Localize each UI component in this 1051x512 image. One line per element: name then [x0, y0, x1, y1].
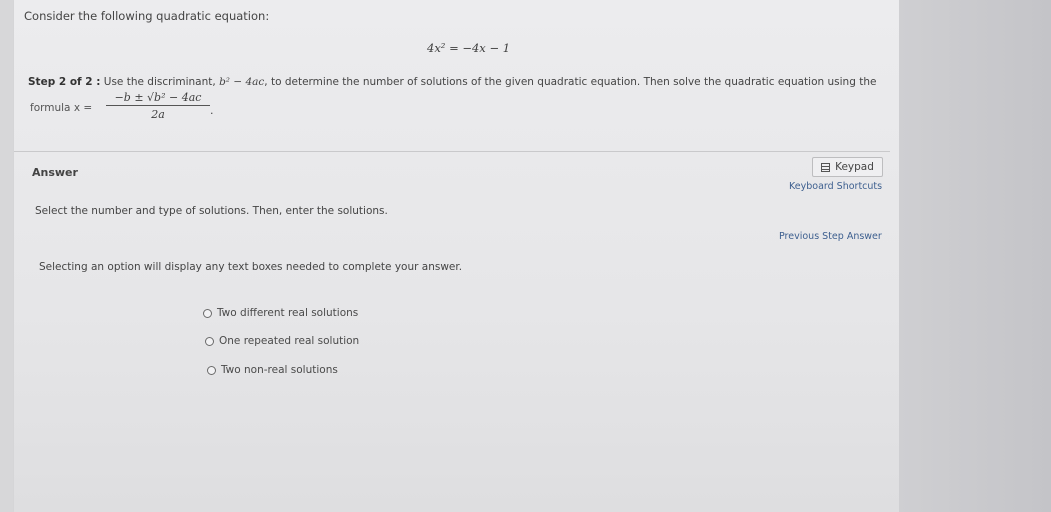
question-prompt: Consider the following quadratic equation: [24, 9, 270, 23]
background-margin [899, 0, 1051, 512]
answer-heading: Answer [32, 166, 78, 179]
option-label: Two non-real solutions [221, 364, 338, 376]
keypad-label: Keypad [835, 161, 874, 173]
quadratic-formula [106, 91, 210, 121]
step-text-before: Use the discriminant, [103, 76, 216, 88]
radio-button[interactable] [205, 337, 214, 346]
keyboard-shortcuts-link[interactable]: Keyboard Shortcuts [789, 181, 883, 192]
formula-period: . [210, 104, 214, 117]
option-label: One repeated real solution [219, 335, 360, 347]
keypad-icon [821, 163, 830, 172]
answer-instruction: Select the number and type of solutions. Then, enter the solutions. [35, 205, 388, 217]
step-label: Step 2 of 2 : [28, 76, 101, 88]
radio-button[interactable] [203, 309, 212, 318]
formula-numerator: −b ± √b² − 4ac [114, 91, 202, 104]
keypad-button[interactable] [812, 157, 883, 177]
formula-label-text: formula x = [30, 102, 93, 114]
radio-button[interactable] [207, 366, 216, 375]
answer-hint: Selecting an option will display any text boxes needed to complete your answer. [39, 261, 463, 273]
discriminant-expression: b² − 4ac [219, 76, 265, 88]
option-one-repeated-solution[interactable] [205, 335, 359, 347]
option-two-real-solutions[interactable] [203, 307, 358, 319]
option-two-non-real-solutions[interactable] [207, 364, 338, 376]
quadratic-equation: 4x² = −4x − 1 [427, 41, 511, 55]
formula-label [30, 102, 92, 114]
step-instruction [28, 76, 876, 88]
section-divider [14, 151, 890, 152]
option-label: Two different real solutions [217, 307, 359, 319]
step-text-after: , to determine the number of solutions of the given quadratic equation. Then solve the quadratic equation using the [264, 76, 877, 88]
previous-step-answer-link[interactable]: Previous Step Answer [779, 231, 882, 242]
formula-denominator: 2a [151, 108, 165, 121]
